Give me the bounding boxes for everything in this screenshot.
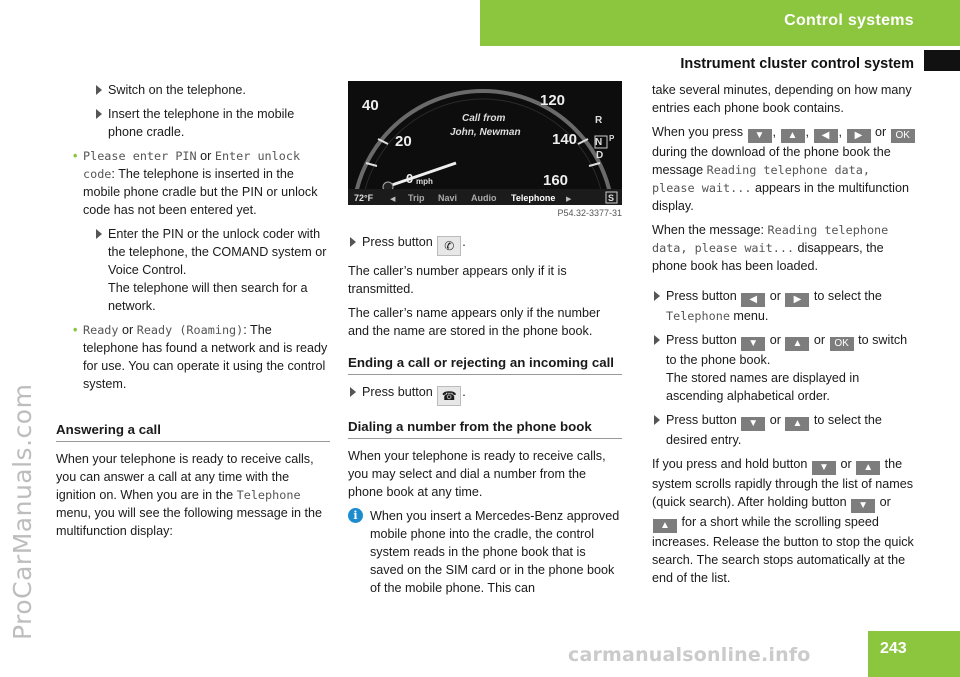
text: or: [769, 289, 781, 303]
up-button-icon: ▲: [785, 417, 809, 431]
text: Press button: [666, 289, 737, 303]
display-code: Reading telephone data, please wait...: [652, 223, 889, 255]
down-button-icon: ▼: [812, 461, 836, 475]
info-note: [348, 507, 622, 597]
text: ,: [838, 125, 842, 139]
step-item: [652, 331, 918, 405]
text: : The telephone is inserted in the mobile phone cradle but the PIN or unlock code has not been entered yet.: [83, 167, 318, 217]
text: If you press and hold button: [652, 457, 808, 471]
text: or: [840, 457, 852, 471]
paragraph: take several minutes, depending on how many entries each phone book contains.: [652, 83, 912, 115]
heading-ending-call: Ending a call or rejecting an incoming call: [348, 354, 622, 375]
display-code: Enter unlock code: [83, 149, 301, 181]
text: ,: [772, 125, 776, 139]
up-button-icon: ▲: [653, 519, 677, 533]
call-from-label: Call from: [462, 113, 506, 124]
text: to select the desired entry.: [666, 413, 882, 447]
text: .: [462, 235, 466, 249]
display-code: Ready: [83, 323, 119, 337]
step-item: [348, 233, 622, 256]
paragraph: The caller’s name appears only if the number and the name are stored in the phone book.: [348, 306, 601, 338]
arrow-right-icon: ▶: [566, 195, 572, 203]
text: ,: [805, 125, 809, 139]
text: to select the: [813, 289, 882, 303]
paragraph: When your telephone is ready to receive calls, you may select and dial a number from the phone book at any time.: [348, 449, 606, 499]
instrument-cluster-image: [348, 81, 622, 205]
speed-label: 40: [362, 97, 379, 114]
s-key: S: [608, 193, 615, 203]
down-button-icon: ▼: [741, 417, 765, 431]
phone-accept-icon: ✆: [437, 236, 461, 256]
paragraph: [56, 450, 330, 540]
gear-p: P: [609, 134, 615, 143]
cluster-graphic: [348, 81, 622, 205]
page-number: 243: [880, 640, 907, 657]
paragraph: [652, 123, 918, 215]
speed-label: 120: [540, 92, 566, 109]
side-watermark: ProCarManuals.com: [8, 383, 37, 640]
down-button-icon: ▼: [748, 129, 772, 143]
text: Press button: [666, 333, 737, 347]
column-right: [652, 81, 918, 593]
heading-answering-call: Answering a call: [56, 421, 330, 442]
display-code: Telephone: [236, 488, 301, 502]
text: or: [122, 323, 134, 337]
speed-label: 140: [552, 131, 578, 148]
text: Press button: [362, 385, 433, 399]
left-button-icon: ◀: [814, 129, 838, 143]
section-tab: [924, 50, 960, 71]
step-item: [348, 383, 622, 406]
display-code: Please enter PIN: [83, 149, 197, 163]
text: or: [769, 413, 781, 427]
text: .: [462, 385, 466, 399]
text: disappears, the phone book has been loaded.: [652, 241, 884, 273]
text: or: [813, 333, 826, 347]
text: The telephone will then search for a network.: [108, 281, 308, 313]
menu-audio: Audio: [471, 193, 497, 203]
menu-telephone: Telephone: [511, 193, 556, 203]
text: menu, you will see the following message in the multifunction display:: [56, 506, 323, 538]
up-button-icon: ▲: [785, 337, 809, 351]
text: Press button: [666, 413, 737, 427]
info-icon: i: [348, 508, 363, 523]
menu-trip: Trip: [408, 193, 425, 203]
text: : The telephone has found a network and is ready for use. You can operate it using the control system.: [83, 323, 328, 391]
speed-unit: mph: [416, 177, 433, 186]
image-caption: P54.32-3377-31: [557, 208, 622, 218]
bullet-item: [56, 147, 330, 219]
text: appears in the multifunction display.: [652, 181, 909, 213]
text: When your telephone is ready to receive calls, you can answer a call at any time with the ignition on. When you are in the: [56, 452, 314, 502]
caller-name: John, Newman: [450, 127, 521, 138]
text: the system scrolls rapidly through the list of names (quick search). After holding button: [652, 457, 914, 509]
text: Press button: [362, 235, 433, 249]
column-left: [56, 81, 330, 546]
down-button-icon: ▼: [851, 499, 875, 513]
section-title: Control systems: [784, 12, 914, 29]
arrow-left-icon: ◀: [390, 195, 396, 203]
up-button-icon: ▲: [856, 461, 880, 475]
speed-label: 0: [406, 171, 414, 186]
left-button-icon: ◀: [741, 293, 765, 307]
text: or: [879, 495, 891, 509]
ok-button-icon: OK: [891, 129, 915, 143]
text: to switch to the phone book.: [666, 333, 908, 367]
speed-label: 160: [543, 172, 569, 189]
down-button-icon: ▼: [741, 337, 765, 351]
step-item: [94, 225, 330, 315]
bottom-watermark: carmanualsonline.info: [568, 644, 811, 666]
up-button-icon: ▲: [781, 129, 805, 143]
display-code: Reading telephone data, please wait...: [652, 163, 870, 195]
column-middle: [348, 81, 622, 597]
step-item: Switch on the telephone.: [94, 81, 330, 99]
outside-temp: 72°F: [354, 193, 374, 203]
ok-button-icon: OK: [830, 337, 854, 351]
heading-dialing-phone-book: Dialing a number from the phone book: [348, 418, 622, 439]
bullet-item: [56, 321, 330, 393]
step-item: Insert the telephone in the mobile phone cradle.: [94, 105, 330, 141]
step-item: [652, 411, 918, 449]
display-code: Ready (Roaming): [136, 323, 244, 337]
gear-n: N: [595, 137, 603, 148]
text: or: [769, 333, 781, 347]
display-code: Telephone: [666, 309, 730, 323]
subsection-title: Instrument cluster control system: [680, 56, 914, 72]
text: for a short while the scrolling speed increases. Release the button to stop the quick search. The search stops automatically at the end of the list.: [652, 515, 914, 585]
step-item: [652, 287, 918, 325]
text: When you press: [652, 125, 743, 139]
right-button-icon: ▶: [785, 293, 809, 307]
phone-end-icon: ☎: [437, 386, 461, 406]
text: or: [875, 125, 887, 139]
text: When you insert a Mercedes-Benz approved mobile phone into the cradle, the control system reads in the phone book that is saved on the SIM card or in the phone book of the mobile phone. This can: [370, 509, 620, 595]
text: When the message:: [652, 223, 765, 237]
text: during the download of the phone book the message: [652, 145, 891, 177]
text: The stored names are displayed in ascending alphabetical order.: [666, 371, 860, 403]
menu-navi: Navi: [438, 193, 458, 203]
text: menu.: [733, 309, 769, 323]
right-button-icon: ▶: [847, 129, 871, 143]
paragraph: [652, 455, 918, 587]
text: Enter the PIN or the unlock coder with the telephone, the COMAND system or Voice Control.: [108, 227, 327, 277]
paragraph: [652, 221, 918, 275]
gear-r: R: [595, 115, 603, 126]
speed-label: 20: [395, 133, 412, 150]
paragraph: The caller’s number appears only if it is transmitted.: [348, 264, 567, 296]
gear-d: D: [596, 150, 604, 161]
text: or: [200, 149, 212, 163]
